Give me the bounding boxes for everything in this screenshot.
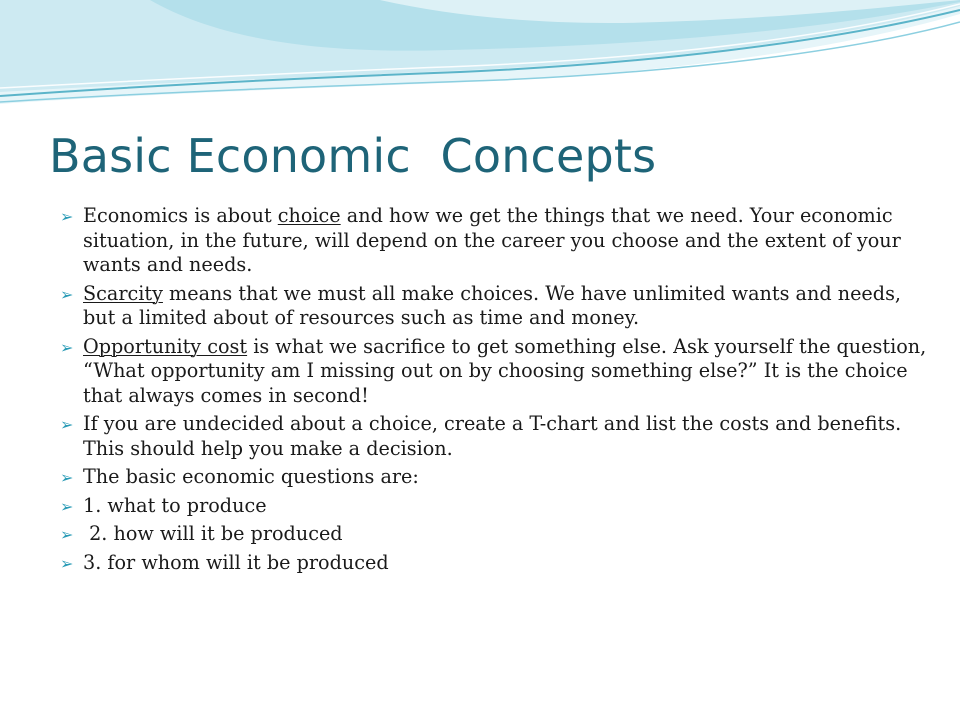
arrow-bullet-icon: ➢ (60, 468, 74, 487)
bullet-text: Economics is about (83, 204, 278, 227)
underlined-term: Opportunity cost (83, 334, 248, 358)
list-item (60, 494, 930, 519)
slide-title: Basic Economic Concepts (49, 129, 657, 183)
list-item (60, 204, 930, 278)
arrow-bullet-icon: ➢ (60, 496, 74, 516)
underlined-term: choice (277, 204, 341, 227)
list-item (60, 335, 930, 409)
bullet-text: means that we must all make choices. We have unlimited wants and needs, but a limited about of resources such as time and money. (83, 281, 902, 329)
arrow-bullet-icon: ➢ (60, 337, 74, 357)
bullet-text: 3. for whom will it be produced (83, 550, 389, 574)
arrow-bullet-icon: ➢ (60, 525, 74, 544)
arrow-bullet-icon: ➢ (60, 415, 74, 434)
arrow-bullet-icon: ➢ (60, 284, 74, 304)
bullet-text: 2. how will it be produced (83, 522, 343, 545)
header-wave-decoration (0, 0, 960, 130)
arrow-bullet-icon: ➢ (60, 207, 74, 226)
list-item (60, 412, 930, 461)
bullet-text: is what we sacrifice to get something else. Ask yourself the question, “What opportunity am I missing out on by choosing something else?” It is the choice that always comes in second! (83, 334, 927, 407)
bullet-text: The basic economic questions are: (83, 465, 419, 488)
list-item (60, 551, 930, 576)
list-item (60, 465, 930, 490)
list-item (60, 522, 930, 547)
bullet-list (60, 204, 930, 579)
underlined-term: Scarcity (83, 281, 163, 305)
arrow-bullet-icon: ➢ (60, 553, 74, 573)
bullet-text: If you are undecided about a choice, create a T-chart and list the costs and benefits. This should help you make a decision. (83, 412, 902, 460)
bullet-text: 1. what to produce (83, 493, 267, 517)
bullet-text: and how we get the things that we need. Your economic situation, in the future, will depend on the career you choose and the extent of your wants and needs. (83, 204, 901, 276)
list-item (60, 282, 930, 331)
